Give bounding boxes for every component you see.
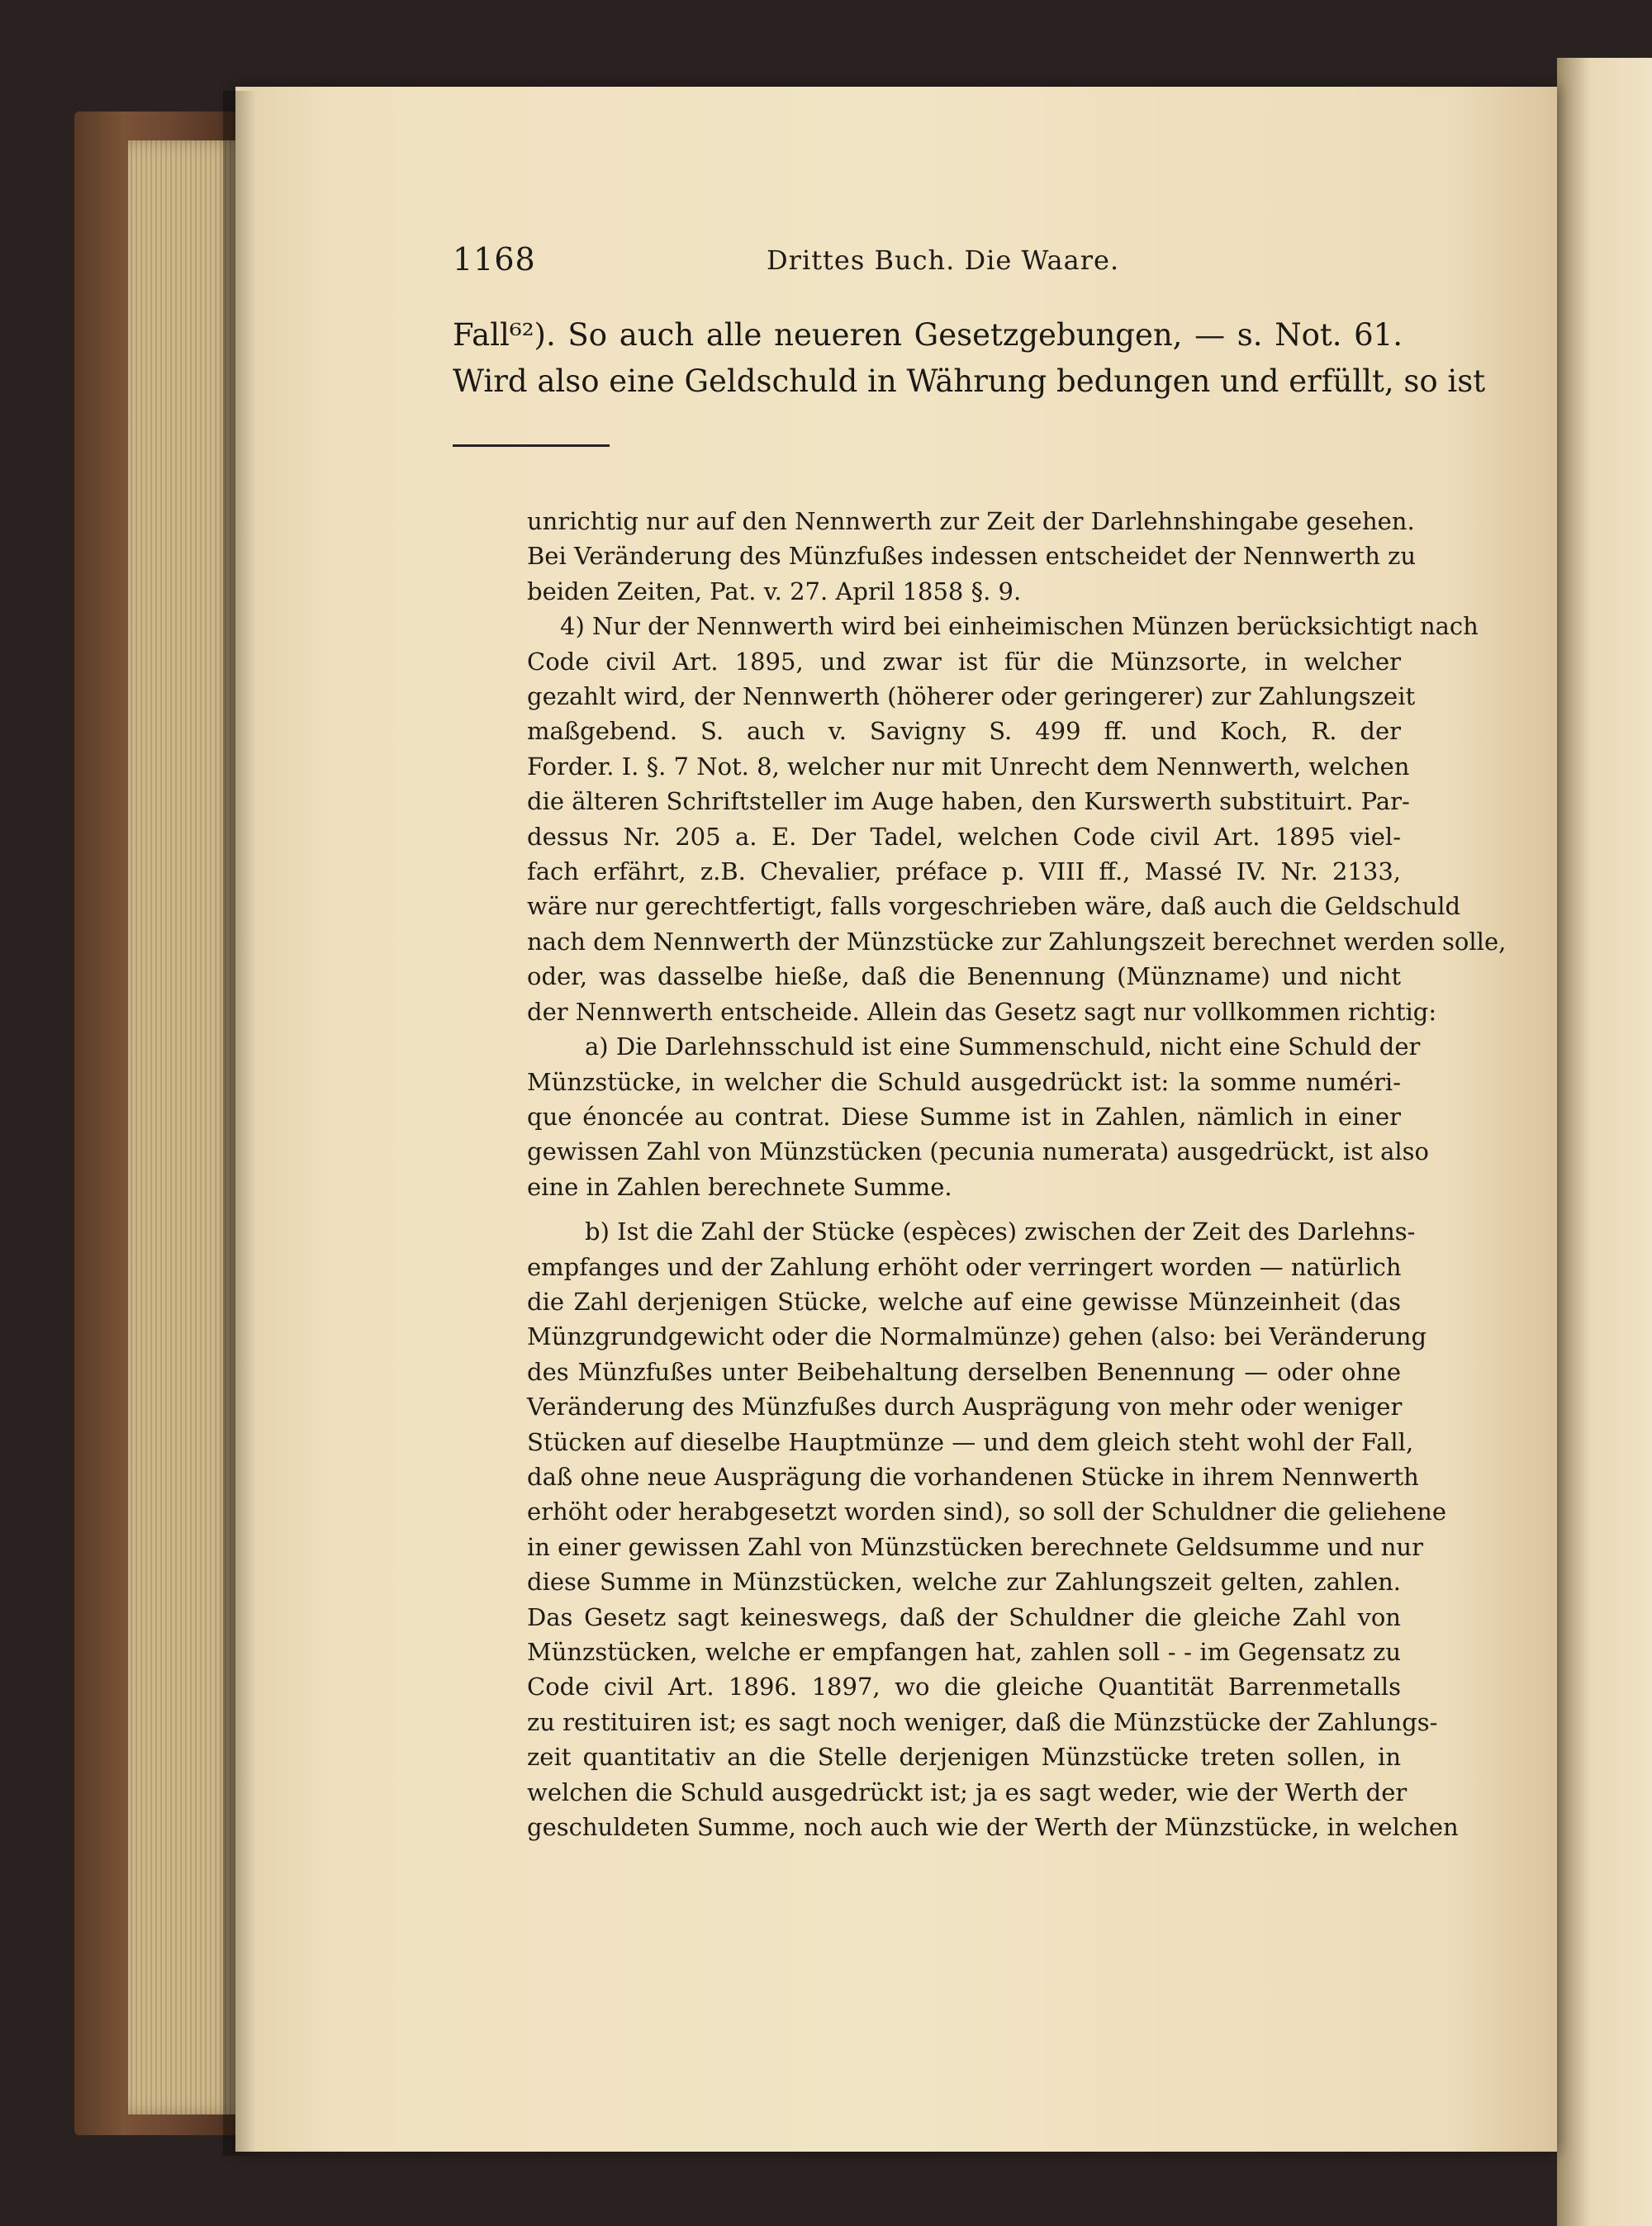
footnote-line: a) Die Darlehnsschuld ist eine Summenschuld, nicht eine Schuld der [585,1032,1421,1061]
footnote-line: Bei Veränderung des Münzfußes indessen entscheidet der Nennwerth zu [527,542,1417,571]
footnote-line: wäre nur gerechtfertigt, falls vorgeschrieben wäre, daß auch die Geldschuld [527,892,1461,921]
footnote-line: 4) Nur der Nennwerth wird bei einheimischen Münzen berücksichtigt nach [560,612,1479,641]
footnote-line: Das Gesetz sagt keineswegs, daß der Schuldner die gleiche Zahl von [527,1602,1401,1631]
footnote-line: Code civil Art. 1896. 1897, wo die gleiche Quantität Barrenmetalls [527,1673,1401,1702]
footnote-line: nach dem Nennwerth der Münzstücke zur Zahlungszeit berechnet werden solle, [527,927,1507,956]
footnote-line: beiden Zeiten, Pat. v. 27. April 1858 §. 9. [527,577,1022,605]
main-text-block [453,312,1486,405]
footnote-divider [453,444,610,447]
footnote-line: fach erfährt, z.B. Chevalier, préface p. VIII ff., Massé IV. Nr. 2133, [527,857,1401,886]
footnote-line: diese Summe in Münzstücken, welche zur Zahlungszeit gelten, zahlen. [527,1568,1401,1597]
footnotes-block [453,504,1507,1844]
footnote-line: zu restituiren ist; es sagt noch weniger, daß die Münzstücke der Zahlungs- [527,1707,1438,1736]
footnote-line: geschuldeten Summe, noch auch wie der Werth der Münzstücke, in welchen [527,1813,1459,1842]
footnote-line: dessus Nr. 205 a. E. Der Tadel, welchen Code civil Art. 1895 viel- [527,822,1401,851]
footnote-line: die älteren Schriftsteller im Auge haben, den Kurswerth substituirt. Par- [527,787,1410,816]
footnote-line: zeit quantitativ an die Stelle derjenigen Münzstücke treten sollen, in [527,1743,1401,1772]
paragraph-gap [453,1204,1401,1214]
footnote-line: Stücken auf dieselbe Hauptmünze — und dem gleich steht wohl der Fall, [527,1427,1414,1456]
footnote-line: die Zahl derjenigen Stücke, welche auf eine gewisse Münzeinheit (das [527,1287,1401,1316]
footnote-line: unrichtig nur auf den Nennwerth zur Zeit der Darlehnshingabe gesehen. [527,507,1415,535]
footnote-line: empfanges und der Zahlung erhöht oder verringert worden — natürlich [527,1252,1402,1281]
footnote-line: der Nennwerth entscheide. Allein das Gesetz sagt nur vollkommen richtig: [527,997,1437,1026]
footnote-line: welchen die Schuld ausgedrückt ist; ja es sagt weder, wie der Werth der [527,1777,1408,1806]
footnote-line: Code civil Art. 1895, und zwar ist für die Münzsorte, in welcher [527,647,1401,676]
footnote-line: Münzstücken, welche er empfangen hat, zahlen soll - - im Gegensatz zu [527,1638,1401,1666]
footnote-line: maßgebend. S. auch v. Savigny S. 499 ff. und Koch, R. der [527,717,1401,746]
adjacent-page-edge [1557,58,1652,2226]
footnote-line: b) Ist die Zahl der Stücke (espèces) zwischen der Zeit des Darlehns- [585,1217,1416,1246]
footnote-line: gezahlt wird, der Nennwerth (höherer oder geringerer) zur Zahlungszeit [527,682,1416,711]
footnote-line: oder, was dasselbe hieße, daß die Benennung (Münzname) und nicht [527,962,1401,991]
footnote-line: erhöht oder herabgesetzt worden sind), so soll der Schuldner die geliehene [527,1497,1447,1526]
footnote-line: Münzstücke, in welcher die Schuld ausgedrückt ist: la somme numéri- [527,1067,1401,1096]
footnote-line: in einer gewissen Zahl von Münzstücken berechnete Geldsumme und nur [527,1532,1423,1561]
running-head: Drittes Buch. Die Waare. [767,244,1120,276]
footnote-line: Münzgrundgewicht oder die Normalmünze) gehen (also: bei Veränderung [527,1322,1427,1351]
footnote-line: des Münzfußes unter Beibehaltung derselben Benennung — oder ohne [527,1357,1401,1386]
footnote-line: que énoncée au contrat. Diese Summe ist in Zahlen, nämlich in einer [527,1102,1401,1131]
page-number: 1168 [453,241,536,278]
footnote-line: gewissen Zahl von Münzstücken (pecunia numerata) ausgedrückt, ist also [527,1137,1429,1166]
main-text-line: Fall⁶²). So auch alle neueren Gesetzgebungen, — s. Not. 61. [453,317,1403,353]
footnote-line: daß ohne neue Ausprägung die vorhandenen Stücke in ihrem Nennwerth [527,1462,1419,1491]
footnote-line: Forder. I. §. 7 Not. 8, welcher nur mit Unrecht dem Nennwerth, welchen [527,752,1410,781]
page-header [453,241,1394,282]
footnote-line: Veränderung des Münzfußes durch Ausprägung von mehr oder weniger [527,1393,1403,1422]
main-text-line: Wird also eine Geldschuld in Währung bedungen und erfüllt, so ist [453,363,1486,399]
gutter-shadow [223,91,256,2156]
footnote-line: eine in Zahlen berechnete Summe. [527,1172,952,1201]
